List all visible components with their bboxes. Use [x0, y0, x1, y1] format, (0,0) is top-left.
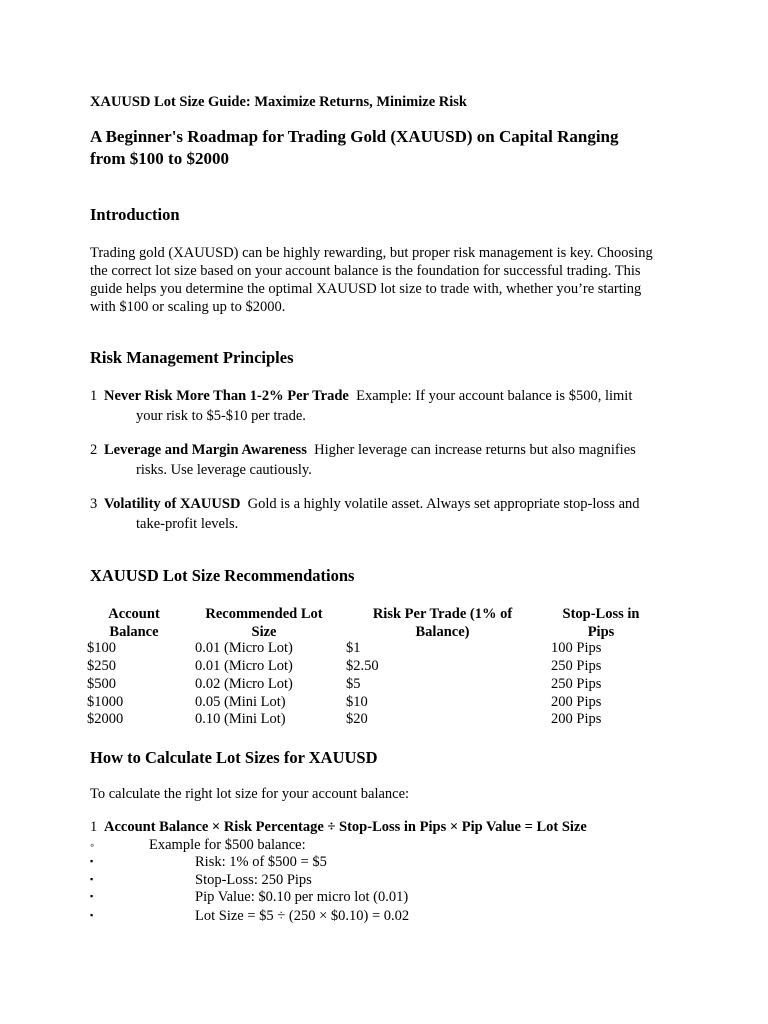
risk-principles-heading: Risk Management Principles	[90, 348, 294, 367]
table-cell: 0.01 (Micro Lot)	[195, 658, 293, 674]
table-cell: $20	[346, 711, 368, 727]
table-cell: $1000	[87, 694, 124, 710]
table-cell: 200 Pips	[551, 711, 602, 727]
subtitle-line-2: from $100 to $2000	[90, 149, 229, 168]
list-item: Risk: 1% of $500 = $5	[195, 854, 327, 870]
square-bullet-marker: ▪	[90, 874, 94, 884]
square-bullet-marker: ▪	[90, 891, 94, 901]
square-bullet-marker: ▪	[90, 856, 94, 866]
column-header	[84, 605, 184, 641]
formula-text: Account Balance × Risk Percentage ÷ Stop-Loss in Pips × Pip Value = Lot Size	[104, 819, 587, 835]
table-cell: 0.10 (Mini Lot)	[195, 711, 286, 727]
list-item-text: Gold is a highly volatile asset. Always set appropriate stop-loss and	[247, 496, 640, 512]
column-header-line: Balance	[109, 624, 159, 640]
column-header-line: Pips	[587, 624, 615, 640]
list-item-continuation: risks. Use leverage cautiously.	[136, 461, 312, 478]
list-item-title: Volatility of XAUUSD	[104, 496, 241, 512]
lot-size-table-heading: XAUUSD Lot Size Recommendations	[90, 566, 355, 585]
table-cell: $1	[346, 640, 361, 656]
paragraph-line: Trading gold (XAUUSD) can be highly rewarding, but proper risk management is key. Choosing	[90, 245, 653, 261]
calculation-heading: How to Calculate Lot Sizes for XAUUSD	[90, 748, 378, 767]
list-number: 1	[90, 388, 98, 404]
introduction-heading: Introduction	[90, 205, 180, 224]
table-cell: 250 Pips	[551, 658, 602, 674]
list-item-title: Never Risk More Than 1-2% Per Trade	[104, 388, 349, 404]
list-number: 2	[90, 442, 98, 458]
column-header	[360, 605, 525, 641]
table-cell: 250 Pips	[551, 676, 602, 692]
list-item-continuation: take-profit levels.	[136, 515, 239, 532]
column-header-line: Size	[251, 624, 277, 640]
column-header	[194, 605, 334, 641]
paragraph-line: with $100 or scaling up to $2000.	[90, 299, 286, 315]
table-cell: $5	[346, 676, 361, 692]
list-item-continuation: your risk to $5-$10 per trade.	[136, 407, 306, 424]
paragraph-line: guide helps you determine the optimal XAUUSD lot size to trade with, whether you’re starting	[90, 281, 642, 297]
column-header-line: Account	[108, 606, 160, 622]
table-cell: 0.01 (Micro Lot)	[195, 640, 293, 656]
table-cell: $500	[87, 676, 116, 692]
formula-item	[90, 819, 587, 836]
paragraph-line: the correct lot size based on your account balance is the foundation for successful trading. This	[90, 263, 641, 279]
table-cell: 0.05 (Mini Lot)	[195, 694, 286, 710]
list-item-title: Leverage and Margin Awareness	[104, 442, 307, 458]
table-cell: $100	[87, 640, 116, 656]
table-cell: 100 Pips	[551, 640, 602, 656]
table-cell: 0.02 (Micro Lot)	[195, 676, 293, 692]
document-title: XAUUSD Lot Size Guide: Maximize Returns, Minimize Risk	[90, 94, 467, 110]
list-item-text: Higher leverage can increase returns but also magnifies	[314, 442, 636, 458]
table-cell: $2000	[87, 711, 124, 727]
list-item: Lot Size = $5 ÷ (250 × $0.10) = 0.02	[195, 908, 410, 924]
introduction-paragraph	[90, 244, 690, 316]
list-item: Stop-Loss: 250 Pips	[195, 872, 312, 888]
calculation-intro: To calculate the right lot size for your account balance:	[90, 786, 410, 802]
table-cell: $10	[346, 694, 368, 710]
square-bullet-marker: ▪	[90, 910, 94, 920]
list-item: Pip Value: $0.10 per micro lot (0.01)	[195, 889, 409, 905]
column-header-line: Risk Per Trade (1% of	[372, 606, 513, 622]
example-label: Example for $500 balance:	[149, 837, 306, 853]
column-header	[545, 605, 657, 641]
document-subtitle	[90, 126, 690, 170]
list-number: 1	[90, 819, 98, 835]
column-header-line: Stop-Loss in	[562, 606, 640, 622]
table-cell: $250	[87, 658, 116, 674]
list-number: 3	[90, 496, 98, 512]
subtitle-line-1: A Beginner's Roadmap for Trading Gold (XAUUSD) on Capital Ranging	[90, 127, 619, 146]
column-header-line: Balance)	[415, 624, 470, 640]
hollow-bullet-marker: ◦	[90, 838, 95, 852]
list-item-text: Example: If your account balance is $500, limit	[356, 388, 633, 404]
table-cell: $2.50	[346, 658, 379, 674]
column-header-line: Recommended Lot	[205, 606, 323, 622]
table-cell: 200 Pips	[551, 694, 602, 710]
